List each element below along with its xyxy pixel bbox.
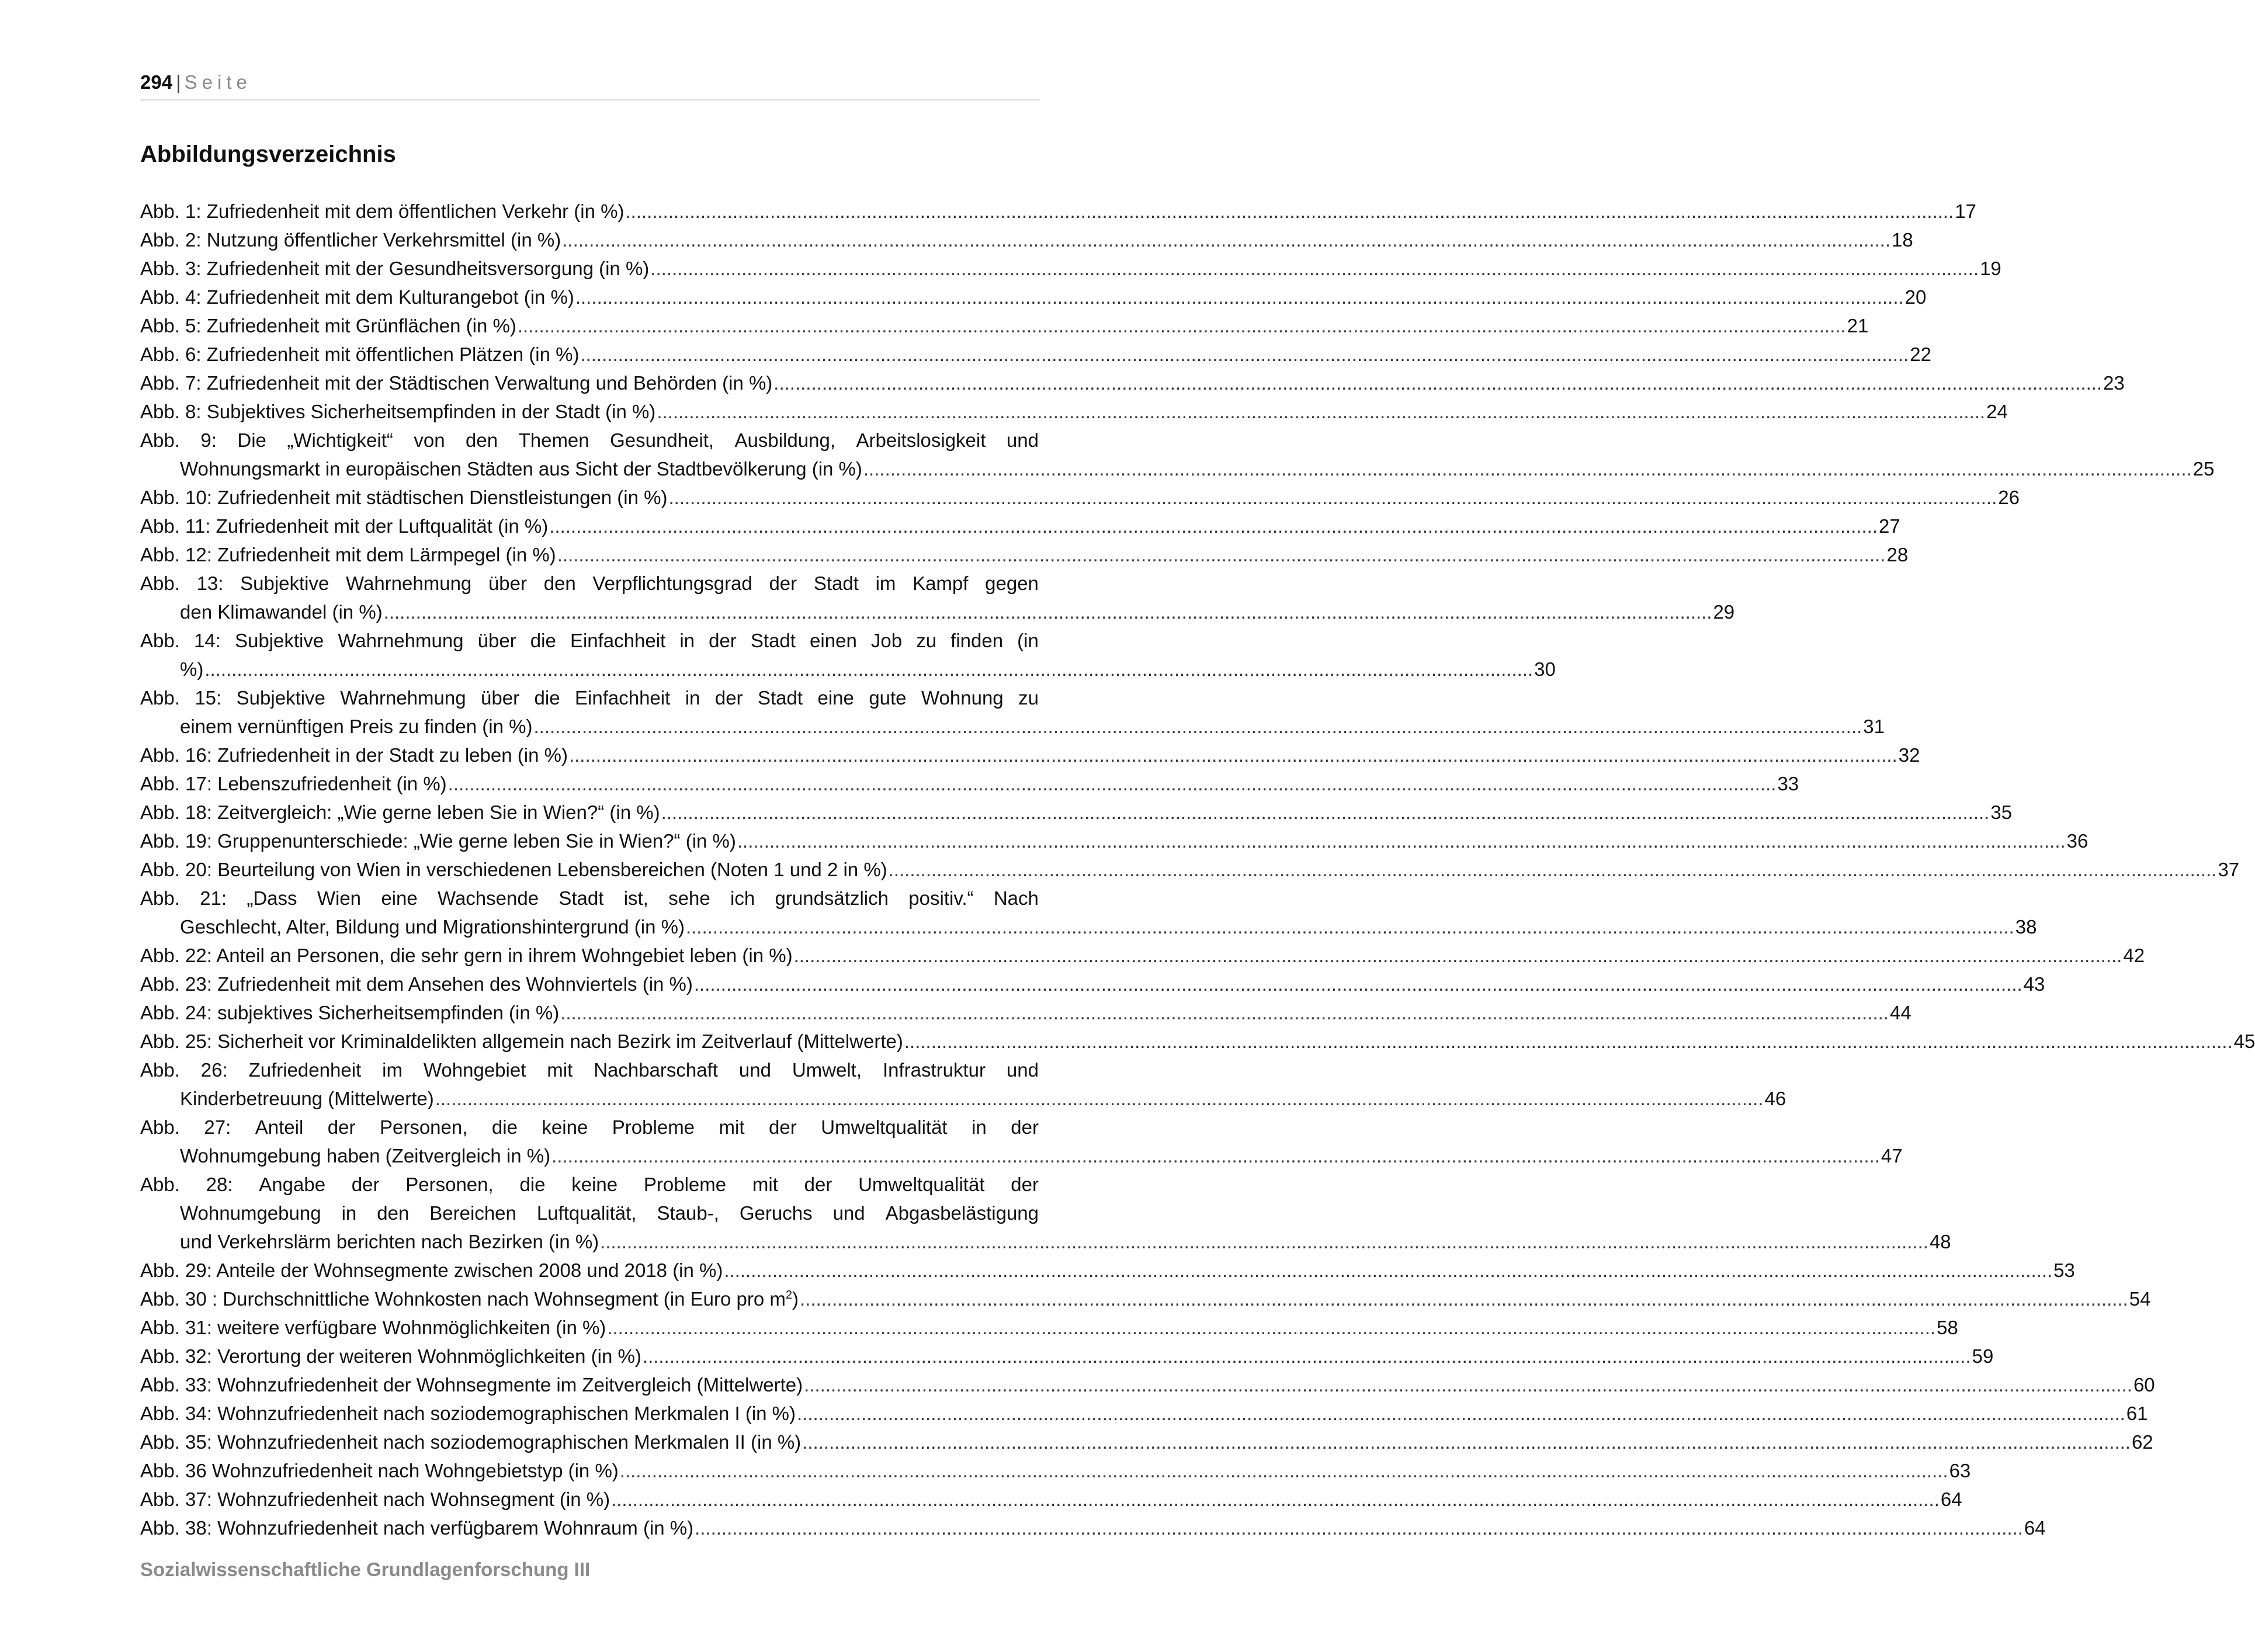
figure-entry: [140, 254, 2001, 283]
entry-page-number: 54: [2129, 1288, 2151, 1310]
entry-last-line: [140, 1485, 1962, 1514]
entry-text: Geschlecht, Alter, Bildung und Migrationshintergrund (in %): [180, 916, 685, 938]
entry-text: Abb. 37: Wohnzufriedenheit nach Wohnsegment (in %): [140, 1488, 610, 1510]
dot-leader: [724, 1256, 2052, 1285]
figure-entry: [140, 884, 2037, 941]
figure-entry: [140, 1313, 1958, 1342]
entry-text: Wohnungsmarkt in europäischen Städten aus Sicht der Stadtbevölkerung (in %): [180, 458, 862, 480]
figure-entry: [140, 941, 2145, 970]
dot-leader: [560, 998, 1889, 1027]
dot-leader: [611, 1485, 1940, 1514]
dot-leader: [737, 827, 2066, 855]
entry-last-line: [140, 254, 2001, 283]
dot-leader: [802, 1428, 2131, 1456]
entry-page-number: 44: [1889, 1002, 1911, 1023]
entry-text: Abb. 17: Lebenszufriedenheit (in %): [140, 773, 447, 794]
figure-entry: [140, 1256, 2075, 1285]
entry-text: Abb. 36 Wohnzufriedenheit nach Wohngebietstyp (in %): [140, 1460, 619, 1481]
dot-leader: [533, 712, 1862, 741]
entry-last-line: [140, 1456, 1971, 1485]
dot-leader: [657, 397, 1985, 426]
entry-page-number: 17: [1955, 200, 1976, 222]
figure-entry: [140, 827, 2089, 855]
entry-text: Abb. 5: Zufriedenheit mit Grünflächen (in %): [140, 315, 516, 336]
dot-leader: [800, 1285, 2128, 1313]
figure-entry: [140, 1485, 1962, 1514]
entry-line: Abb. 14: Subjektive Wahrnehmung über die Einfachheit in der Stadt einen Job zu finden (in: [140, 630, 1039, 651]
dot-leader: [575, 283, 1904, 311]
entry-page-number: 58: [1937, 1317, 1958, 1338]
entry-last-line: [140, 1084, 1786, 1113]
figure-entry: [140, 426, 2215, 483]
entry-last-line: [140, 1256, 2075, 1285]
entry-text: den Klimawandel (in %): [180, 601, 383, 623]
figure-entry: [140, 340, 1931, 369]
entry-last-line: [140, 311, 1869, 340]
dot-leader: [600, 1227, 1928, 1256]
dot-leader: [580, 340, 1909, 369]
dot-leader: [650, 254, 1979, 283]
entry-line: Abb. 21: „Dass Wien eine Wachsende Stadt ist, sehe ich grundsätzlich positiv.“ Nach: [140, 887, 1039, 909]
entry-page-number: 23: [2103, 372, 2125, 394]
entry-page-number: 27: [1879, 515, 1900, 537]
dot-leader: [686, 912, 2014, 941]
entry-page-number: 19: [1980, 258, 2001, 279]
page-title: Abbildungsverzeichnis: [140, 141, 396, 167]
entry-line: Abb. 15: Subjektive Wahrnehmung über die Einfachheit in der Stadt eine gute Wohnung zu: [140, 687, 1039, 709]
dot-leader: [661, 798, 1990, 827]
entry-text: Abb. 30 : Durchschnittliche Wohnkosten nach Wohnsegment (in Euro pro $m^2$): [140, 1288, 799, 1310]
entry-page-number: 36: [2066, 830, 2089, 852]
entry-last-line: [140, 998, 1911, 1027]
entry-page-number: 62: [2131, 1431, 2153, 1453]
figure-entry: [140, 1514, 2046, 1542]
entry-text: Abb. 32: Verortung der weiteren Wohnmöglichkeiten (in %): [140, 1345, 641, 1367]
dot-leader: [435, 1084, 1764, 1113]
entry-page-number: 64: [2024, 1517, 2046, 1539]
figure-entry: [140, 1056, 1786, 1113]
figure-entry: [140, 798, 2013, 827]
entry-text: Abb. 19: Gruppenunterschiede: „Wie gerne leben Sie in Wien?“ (in %): [140, 830, 736, 852]
entry-text: Wohnumgebung haben (Zeitvergleich in %): [180, 1145, 551, 1167]
dot-leader: [804, 1370, 2132, 1399]
entry-last-line: [140, 1342, 1994, 1370]
entry-text: Abb. 6: Zufriedenheit mit öffentlichen Plätzen (in %): [140, 343, 580, 365]
dot-leader: [863, 454, 2192, 483]
entry-text: Abb. 24: subjektives Sicherheitsempfinden (in %): [140, 1002, 560, 1023]
entry-last-line: [140, 369, 2125, 397]
entry-line: Abb. 26: Zufriedenheit im Wohngebiet mit Nachbarschaft und Umwelt, Infrastruktur und: [140, 1059, 1039, 1081]
figure-entry: [140, 483, 2020, 512]
entry-text: Abb. 10: Zufriedenheit mit städtischen Dienstleistungen (in %): [140, 487, 668, 508]
entry-text: Abb. 33: Wohnzufriedenheit der Wohnsegmente im Zeitvergleich (Mittelwerte): [140, 1374, 803, 1396]
entry-last-line: [140, 655, 1556, 683]
figure-entry: [140, 1342, 1994, 1370]
entry-line: Abb. 9: Die „Wichtigkeit“ von den Themen Gesundheit, Ausbildung, Arbeitslosigkeit und: [140, 429, 1039, 451]
entry-last-line: [140, 970, 2045, 998]
dot-leader: [889, 855, 2217, 884]
entry-last-line: [140, 283, 1927, 311]
entry-page-number: 35: [1990, 801, 2013, 823]
entry-text: Abb. 29: Anteile der Wohnsegmente zwischen 2008 und 2018 (in %): [140, 1259, 723, 1281]
entry-last-line: [140, 1370, 2155, 1399]
entry-text: Abb. 20: Beurteilung von Wien in verschiedenen Lebensbereichen (Noten 1 und 2 in %): [140, 859, 887, 880]
entry-page-number: 18: [1892, 229, 1913, 251]
dot-leader: [518, 311, 1846, 340]
entry-last-line: [140, 741, 1920, 769]
dot-leader: [643, 1342, 1971, 1370]
entry-last-line: [140, 197, 1976, 225]
figure-entry: [140, 1428, 2153, 1456]
figure-entry: [140, 855, 2240, 884]
figure-entry: [140, 369, 2125, 397]
entry-page-number: 28: [1886, 544, 1909, 565]
header-separator: |: [176, 71, 181, 93]
entry-last-line: [140, 1313, 1958, 1342]
dot-leader: [562, 225, 1890, 254]
entry-last-line: [140, 454, 2215, 483]
entry-text: und Verkehrslärm berichten nach Bezirken (in %): [180, 1231, 599, 1252]
dot-leader: [773, 369, 2102, 397]
figure-entry: [140, 225, 1913, 254]
entry-page-number: 48: [1929, 1231, 1951, 1252]
figure-entry: [140, 769, 1799, 798]
entry-page-number: 21: [1847, 315, 1869, 336]
page-footer: Sozialwissenschaftliche Grundlagenforschung III: [140, 1559, 591, 1580]
entry-text: Kinderbetreuung (Mittelwerte): [180, 1088, 434, 1109]
figure-entry: [140, 1285, 2151, 1313]
entry-last-line: [140, 483, 2020, 512]
entry-page-number: 64: [1940, 1488, 1962, 1510]
entry-text: %): [180, 658, 204, 680]
entry-page-number: 26: [1998, 487, 2020, 508]
entry-last-line: [140, 397, 2008, 426]
entry-text: Abb. 11: Zufriedenheit mit der Luftqualität (in %): [140, 515, 549, 537]
entry-text: Abb. 34: Wohnzufriedenheit nach soziodemographischen Merkmalen I (in %): [140, 1403, 796, 1424]
dot-leader: [904, 1027, 2233, 1056]
figure-entry: [140, 1370, 2155, 1399]
entry-text: Abb. 4: Zufriedenheit mit dem Kulturangebot (in %): [140, 286, 574, 308]
entry-last-line: [140, 1514, 2046, 1542]
entry-last-line: [140, 712, 1885, 741]
dot-leader: [794, 941, 2122, 970]
figure-entry: [140, 1456, 1971, 1485]
entry-last-line: [140, 855, 2240, 884]
entry-page-number: 29: [1713, 601, 1735, 623]
entry-last-line: [140, 340, 1931, 369]
header-word: Seite: [184, 71, 252, 93]
entry-text: Abb. 16: Zufriedenheit in der Stadt zu leben (in %): [140, 744, 568, 766]
entry-last-line: [140, 1141, 1903, 1170]
dot-leader: [549, 512, 1878, 540]
figure-entry: [140, 197, 1976, 225]
entry-last-line: [140, 1428, 2153, 1456]
entry-page-number: 31: [1863, 716, 1885, 737]
page-header: [140, 69, 1040, 100]
entry-text: Abb. 38: Wohnzufriedenheit nach verfügbarem Wohnraum (in %): [140, 1517, 694, 1539]
entry-text: Abb. 3: Zufriedenheit mit der Gesundheitsversorgung (in %): [140, 258, 650, 279]
entry-last-line: [140, 1227, 1951, 1256]
entry-text: Abb. 31: weitere verfügbare Wohnmöglichkeiten (in %): [140, 1317, 606, 1338]
entry-last-line: [140, 540, 1909, 569]
entry-page-number: 24: [1986, 401, 2008, 422]
dot-leader: [204, 655, 1533, 683]
figure-entry: [140, 512, 1900, 540]
entry-text: Abb. 8: Subjektives Sicherheitsempfinden in der Stadt (in %): [140, 401, 656, 422]
dot-leader: [448, 769, 1777, 798]
entry-page-number: 25: [2192, 458, 2215, 480]
entry-last-line: [140, 512, 1900, 540]
entry-line: Abb. 28: Angabe der Personen, die keine Probleme mit der Umweltqualität der: [140, 1174, 1039, 1195]
figure-entry: [140, 626, 1556, 683]
entry-text: Abb. 12: Zufriedenheit mit dem Lärmpegel (in %): [140, 544, 556, 565]
figure-entry: [140, 540, 1909, 569]
figure-entry: [140, 741, 1920, 769]
entry-last-line: [140, 1027, 2255, 1056]
entry-page-number: 33: [1777, 773, 1799, 794]
figure-entry: [140, 1113, 1903, 1170]
dot-leader: [551, 1141, 1880, 1170]
entry-line: Abb. 13: Subjektive Wahrnehmung über den Verpflichtungsgrad der Stadt im Kampf gegen: [140, 572, 1039, 594]
entry-last-line: [140, 798, 2013, 827]
entry-page-number: 59: [1972, 1345, 1994, 1367]
figure-entry: [140, 283, 1927, 311]
entry-text: Abb. 22: Anteil an Personen, die sehr gern in ihrem Wohngebiet leben (in %): [140, 945, 793, 966]
dot-leader: [569, 741, 1897, 769]
entry-page-number: 46: [1764, 1088, 1786, 1109]
entry-page-number: 63: [1949, 1460, 1971, 1481]
dot-leader: [620, 1456, 1948, 1485]
entry-page-number: 53: [2053, 1259, 2075, 1281]
figure-entry: [140, 970, 2045, 998]
entry-last-line: [140, 1399, 2148, 1428]
entry-last-line: [140, 769, 1799, 798]
dot-leader: [695, 1514, 2023, 1542]
page-number: 294: [140, 71, 173, 93]
entry-text: Abb. 35: Wohnzufriedenheit nach soziodemographischen Merkmalen II (in %): [140, 1431, 802, 1453]
figure-entry: [140, 311, 1869, 340]
entry-page-number: 22: [1910, 343, 1931, 365]
dot-leader: [607, 1313, 1935, 1342]
entry-text: einem vernünftigen Preis zu finden (in %): [180, 716, 533, 737]
entry-text: Abb. 2: Nutzung öffentlicher Verkehrsmittel (in %): [140, 229, 561, 251]
entry-last-line: [140, 225, 1913, 254]
entry-page-number: 45: [2233, 1030, 2255, 1052]
entry-page-number: 43: [2023, 973, 2045, 995]
entry-text: Abb. 18: Zeitvergleich: „Wie gerne leben Sie in Wien?“ (in %): [140, 801, 660, 823]
entry-text: Abb. 1: Zufriedenheit mit dem öffentlichen Verkehr (in %): [140, 200, 625, 222]
entry-last-line: [140, 941, 2145, 970]
figure-list: [140, 197, 2255, 1542]
dot-leader: [557, 540, 1886, 569]
figure-entry: [140, 569, 1735, 626]
dot-leader: [797, 1399, 2125, 1428]
entry-line: Wohnumgebung in den Bereichen Luftqualität, Staub-, Geruchs und Abgasbelästigung: [180, 1202, 1039, 1224]
figure-entry: [140, 1027, 2255, 1056]
entry-page-number: 42: [2123, 945, 2145, 966]
entry-page-number: 60: [2133, 1374, 2155, 1396]
entry-page-number: 37: [2218, 859, 2240, 880]
entry-last-line: [140, 827, 2089, 855]
figure-entry: [140, 397, 2008, 426]
entry-page-number: 20: [1904, 286, 1927, 308]
entry-last-line: [140, 1285, 2151, 1313]
entry-text: Abb. 23: Zufriedenheit mit dem Ansehen des Wohnviertels (in %): [140, 973, 693, 995]
figure-entry: [140, 1399, 2148, 1428]
dot-leader: [668, 483, 1997, 512]
entry-text: Abb. 25: Sicherheit vor Kriminaldelikten allgemein nach Bezirk im Zeitverlauf (Mittelwerte): [140, 1030, 903, 1052]
dot-leader: [694, 970, 2022, 998]
figure-entry: [140, 998, 1911, 1027]
entry-page-number: 38: [2015, 916, 2037, 938]
entry-last-line: [140, 912, 2037, 941]
figure-entry: [140, 683, 1885, 741]
entry-page-number: 47: [1881, 1145, 1903, 1167]
entry-page-number: 32: [1898, 744, 1920, 766]
entry-line: Abb. 27: Anteil der Personen, die keine Probleme mit der Umweltqualität in der: [140, 1116, 1039, 1138]
entry-text: Abb. 7: Zufriedenheit mit der Städtischen Verwaltung und Behörden (in %): [140, 372, 773, 394]
entry-page-number: 61: [2126, 1403, 2148, 1424]
figure-entry: [140, 1170, 1951, 1256]
dot-leader: [625, 197, 1954, 225]
superscript: 2: [785, 1289, 792, 1302]
entry-last-line: [140, 598, 1735, 626]
entry-page-number: 30: [1534, 658, 1556, 680]
dot-leader: [384, 598, 1712, 626]
